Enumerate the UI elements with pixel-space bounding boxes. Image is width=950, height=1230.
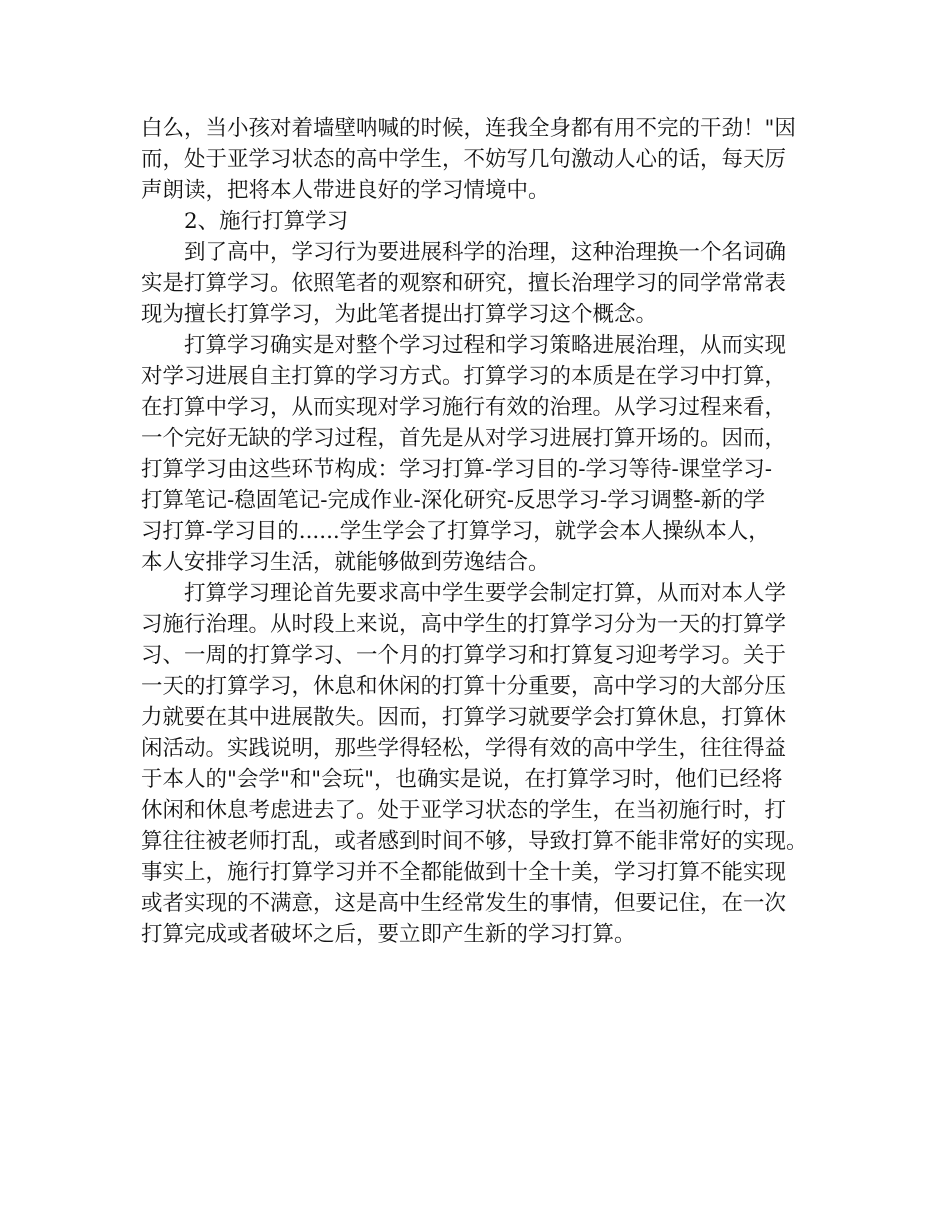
text-line: 白么，当小孩对着墙壁呐喊的时候，连我全身都有用不完的干劲！"因 xyxy=(141,116,796,141)
text-line: 打算笔记-稳固笔记-完成作业-深化研究-反思学习-学习调整-新的学 xyxy=(141,488,766,513)
text-line: 打算完成或者破坏之后，要立即产生新的学习打算。 xyxy=(141,922,636,947)
text-line: 打算学习确实是对整个学习过程和学习策略进展治理，从而实现 xyxy=(184,333,787,358)
text-line: 力就要在其中进展散失。因而，打算学习就要学会打算休息，打算休 xyxy=(141,705,787,730)
text-line: 闲活动。实践说明，那些学得轻松，学得有效的高中学生，往往得益 xyxy=(141,736,787,761)
text-line: 或者实现的不满意，这是高中生经常发生的事情，但要记住，在一次 xyxy=(141,891,787,916)
text-line: 休闲和休息考虑进去了。处于亚学习状态的学生，在当初施行时，打 xyxy=(141,798,787,823)
text-line: 习打算-学习目的......学生学会了打算学习，就学会本人操纵本人， xyxy=(141,519,770,544)
text-line: 打算学习由这些环节构成：学习打算-学习目的-学习等待-课堂学习- xyxy=(141,457,773,482)
text-line: 打算学习理论首先要求高中学生要学会制定打算，从而对本人学 xyxy=(184,581,787,606)
text-line: 而，处于亚学习状态的高中学生，不妨写几句激动人心的话，每天厉 xyxy=(141,147,787,172)
text-line: 实是打算学习。依照笔者的观察和研究，擅长治理学习的同学常常表 xyxy=(141,271,787,296)
text-line: 在打算中学习，从而实现对学习施行有效的治理。从学习过程来看， xyxy=(141,395,787,420)
text-line: 现为擅长打算学习，为此笔者提出打算学习这个概念。 xyxy=(141,302,658,327)
text-line: 声朗读，把将本人带进良好的学习情境中。 xyxy=(141,178,550,203)
text-line: 一个完好无缺的学习过程，首先是从对学习进展打算开场的。因而， xyxy=(141,426,787,451)
text-line: 算往往被老师打乱，或者感到时间不够，导致打算不能非常好的实现。 xyxy=(141,829,808,854)
section-heading: 2、施行打算学习 xyxy=(184,209,349,234)
text-line: 习、一周的打算学习、一个月的打算学习和打算复习迎考学习。关于 xyxy=(141,643,787,668)
text-line: 到了高中，学习行为要进展科学的治理，这种治理换一个名词确 xyxy=(184,240,787,265)
text-line: 本人安排学习生活，就能够做到劳逸结合。 xyxy=(141,550,550,575)
text-line: 事实上，施行打算学习并不全都能做到十全十美，学习打算不能实现 xyxy=(141,860,787,885)
body-text xyxy=(141,113,820,950)
text-line: 于本人的"会学"和"会玩"，也确实是说，在打算学习时，他们已经将 xyxy=(141,767,783,792)
text-line: 对学习进展自主打算的学习方式。打算学习的本质是在学习中打算， xyxy=(141,364,787,389)
text-line: 习施行治理。从时段上来说，高中学生的打算学习分为一天的打算学 xyxy=(141,612,787,637)
text-line: 一天的打算学习，休息和休闲的打算十分重要，高中学习的大部分压 xyxy=(141,674,787,699)
